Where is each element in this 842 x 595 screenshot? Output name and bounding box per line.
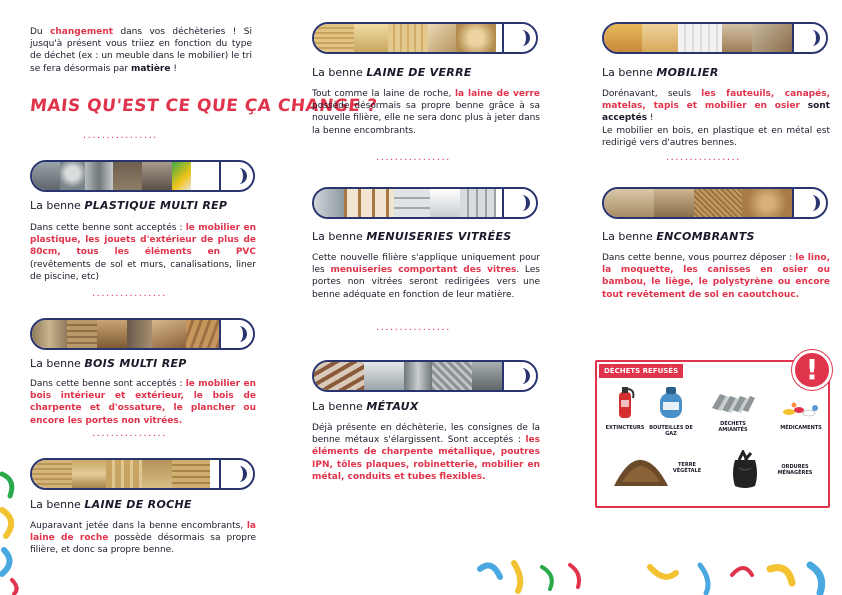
plastique-description: Dans cette benne sont acceptés : le mobilier en plastique, les jouets d'extérieur de plus de 80cm, tous les éléments en PVC (revêtements de sol et murs, canalisations, liner de piscine, etc) (30, 223, 256, 282)
divider: ................ (376, 152, 451, 163)
divider: ................ (83, 130, 158, 141)
medicine-pills-icon (781, 398, 821, 420)
laine-verre-banner-image (312, 22, 538, 54)
refused-waste-box (595, 353, 830, 508)
confetti-decoration-left (0, 470, 30, 595)
metaux-description: Déjà présente en déchèterie, les consignes de la benne métaux s'élargissent. Sont acceptés : les éléments de charpente métallique, poutres IPN, tôles plaques, robinetterie, mobilier en métal, conduits et tubes flexibles. (312, 423, 540, 482)
plastique-title: La benne PLASTIQUE MULTI REP (30, 199, 228, 212)
plastique-banner-image (30, 160, 255, 192)
alert-icon: ! (792, 350, 832, 390)
intro-highlight: changement (50, 27, 114, 37)
encombrants-banner-image (602, 187, 828, 219)
encombrants-description: Dans cette benne, vous pourrez déposer : le lino, la moquette, les canisses en osier ou bambou, le liège, le polystyrène ou encore tout revêtement de sol en caoutchouc. (602, 253, 830, 300)
section-heading: MAIS QU'EST CE QUE ÇA CHANGE ? (28, 96, 379, 116)
metaux-title: La benne MÉTAUX (312, 400, 419, 413)
intro-paragraph: Du changement dans vos déchèteries ! Si jusqu'à présent vous triiez en fonction du type de déchet (ex : un meuble dans le mobilier) le tri se fera désormais par matière ! (30, 27, 253, 74)
refused-item-soil (611, 454, 671, 493)
laine-roche-description: Auparavant jetée dans la benne encombrants, la laine de roche possède désormais sa propre filière, et donc sa propre benne. (30, 521, 256, 556)
bois-banner-image (30, 318, 255, 350)
mobilier-description: Dorénavant, seuls les fauteuils, canapés, matelas, tapis et mobilier en osier sont acceptés ! Le mobilier en bois, en plastique et en métal est redirigé vers d'autres bennes. (602, 89, 830, 148)
divider: ................ (666, 152, 741, 163)
metaux-banner-image (312, 360, 538, 392)
refused-item-trash-label: ORDURES MÉNAGÈRES (777, 464, 813, 476)
refused-item-extinguisher: EXTINCTEURS (603, 384, 647, 431)
mobilier-banner-image (602, 22, 828, 54)
encombrants-title: La benne ENCOMBRANTS (602, 230, 755, 243)
fire-extinguisher-icon (613, 384, 637, 420)
confetti-decoration-bottom (470, 555, 842, 595)
divider: ................ (92, 288, 167, 299)
refused-item-trash (725, 450, 765, 495)
bois-title: La benne BOIS MULTI REP (30, 357, 187, 370)
refused-item-gas: BOUTEILLES DE GAZ (649, 384, 693, 437)
refused-item-asbestos: DÉCHETS AMIANTÉS (709, 388, 757, 433)
bois-description: Dans cette benne sont acceptés : le mobilier en bois intérieur et extérieur, le bois de charpente et d'ossature, le plancher ou encore les portes non vitrées. (30, 379, 256, 426)
refused-header: DÉCHETS REFUSÉS (599, 364, 683, 378)
gas-bottle-icon (657, 384, 685, 420)
refused-item-soil-label: TERRE VÉGÉTALE (672, 462, 702, 474)
mobilier-title: La benne MOBILIER (602, 66, 719, 79)
soil-pile-icon (612, 454, 670, 488)
menuiseries-description: Cette nouvelle filière s'applique uniquement pour les menuiseries comportant des vitres. Les portes non vitrées seront redirigées vers une benne adéquate en fonction de leur matière. (312, 253, 541, 300)
menuiseries-banner-image (312, 187, 538, 219)
laine-verre-description: Tout comme la laine de roche, la laine de verre possède désormais sa propre benne grâce à sa nouvelle filière, elle ne sera donc plus à jeter dans la benne encombrants. (312, 89, 540, 136)
laine-roche-banner-image (30, 458, 255, 490)
asbestos-sheet-icon (710, 388, 756, 416)
refused-item-medicine: MÉDICAMENTS (775, 398, 827, 431)
menuiseries-title: La benne MENUISERIES VITRÉES (312, 230, 512, 243)
laine-roche-title: La benne LAINE DE ROCHE (30, 498, 192, 511)
trash-bag-icon (727, 450, 763, 490)
laine-verre-title: La benne LAINE DE VERRE (312, 66, 472, 79)
divider: ................ (376, 322, 451, 333)
divider: ................ (92, 428, 167, 439)
